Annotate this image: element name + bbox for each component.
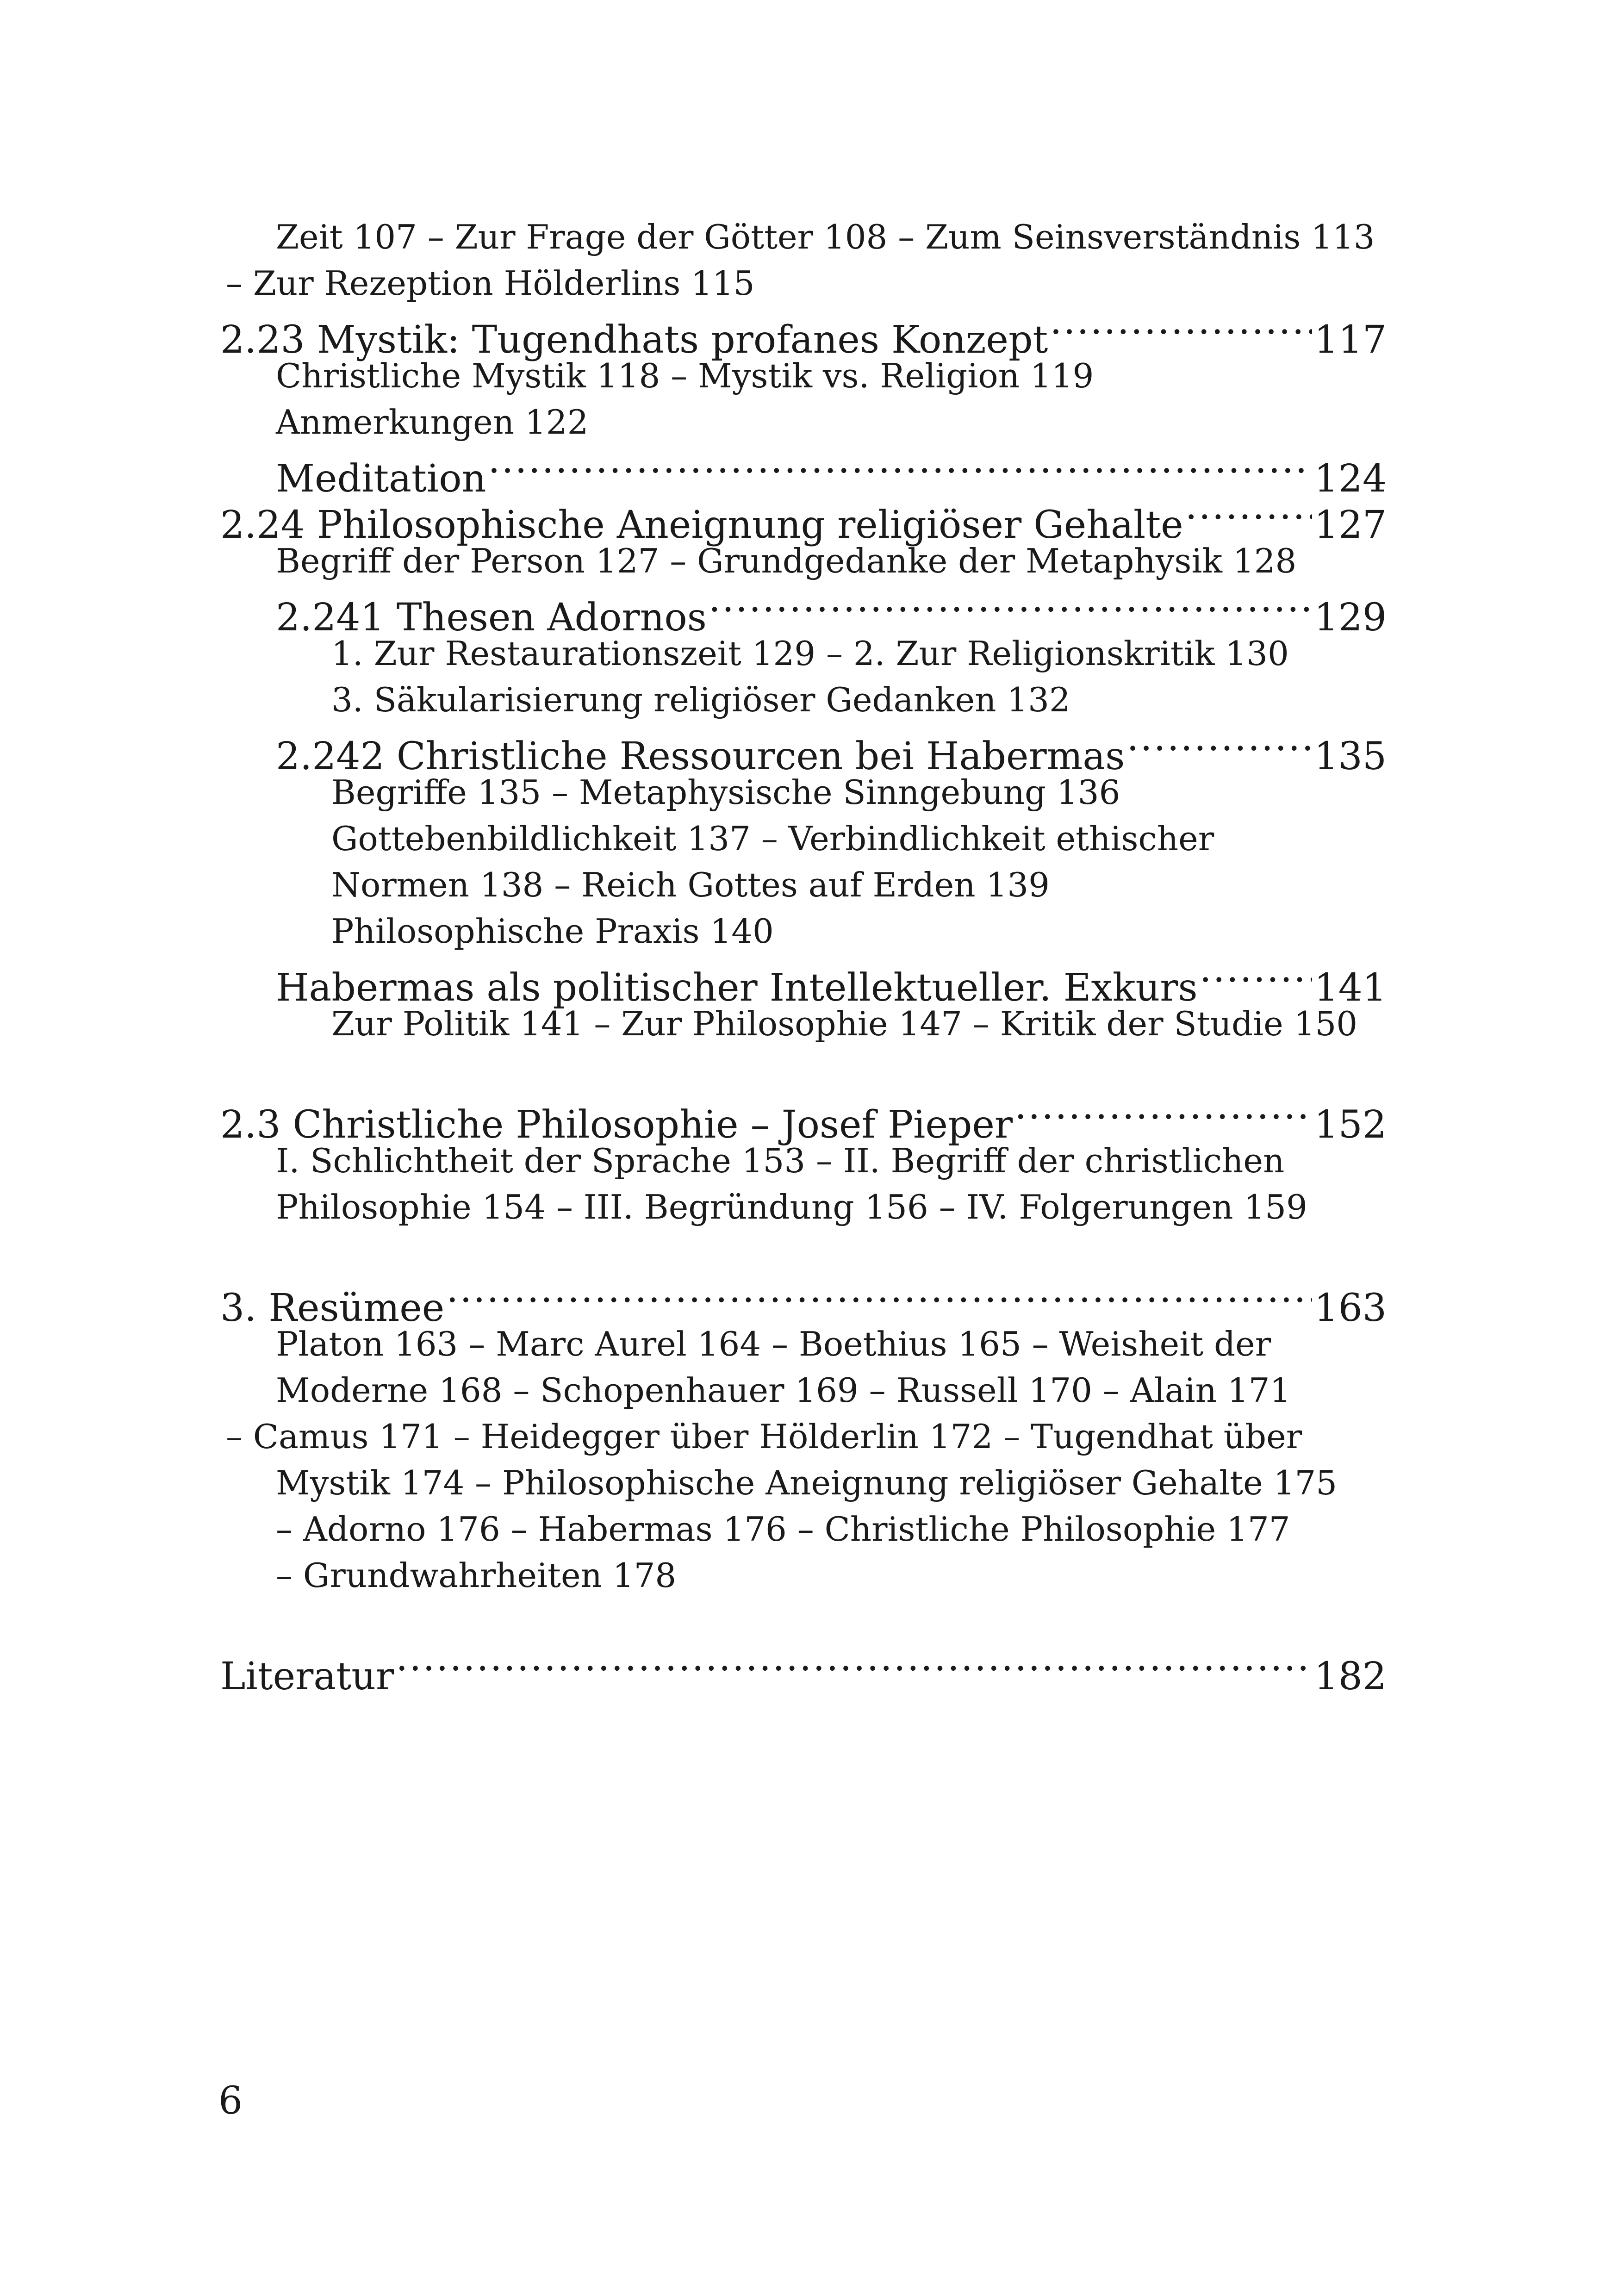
toc-entry-title: 1. Zur Restaurationszeit 129 – 2. Zur Religionskritik 130: [331, 634, 1289, 673]
toc-subentry: [220, 1413, 1387, 1460]
toc-subentry: [220, 815, 1387, 862]
toc-page-number: 182: [1314, 1655, 1387, 1699]
toc-entry-title: 2.24 Philosophische Aneignung religiöser Gehalte: [220, 503, 1183, 547]
dot-leader: [709, 584, 1313, 630]
page-number: 6: [218, 2079, 243, 2123]
toc-entry: [220, 1091, 1387, 1147]
toc-subentry: [220, 353, 1387, 399]
section-spacer: [220, 1599, 1387, 1643]
toc-subentry: [220, 538, 1387, 584]
dot-leader: [488, 445, 1312, 492]
table-of-contents: [220, 214, 1387, 1699]
toc-entry-title: Habermas als politischer Intellektueller. Exkurs: [276, 966, 1198, 1010]
toc-page-number: 163: [1314, 1286, 1387, 1330]
toc-entry-title: Zeit 107 – Zur Frage der Götter 108 – Zum Seinsverständnis 113: [276, 218, 1375, 256]
toc-subentry: [220, 1138, 1387, 1184]
toc-subentry: [220, 908, 1387, 954]
toc-entry: [220, 306, 1387, 362]
toc-entry-title: – Grundwahrheiten 178: [276, 1556, 677, 1595]
toc-subentry: [220, 214, 1387, 260]
toc-entry-title: Christliche Mystik 118 – Mystik vs. Religion 119: [276, 356, 1094, 395]
toc-entry-title: Mystik 174 – Philosophische Aneignung religiöser Gehalte 175: [276, 1463, 1338, 1502]
toc-entry-title: Begriff der Person 127 – Grundgedanke der Metaphysik 128: [276, 541, 1297, 580]
toc-entry-title: 3. Resümee: [220, 1286, 445, 1330]
dot-leader: [1126, 723, 1312, 769]
toc-entry: [220, 1643, 1387, 1699]
dot-leader: [396, 1643, 1312, 1689]
toc-entry-title: Literatur: [220, 1655, 394, 1699]
toc-subentry: [220, 862, 1387, 908]
toc-entry-title: 2.241 Thesen Adornos: [276, 596, 707, 640]
toc-entry-title: Gottebenbildlichkeit 137 – Verbindlichkeit ethischer: [331, 819, 1214, 858]
toc-entry-title: – Camus 171 – Heidegger über Hölderlin 172 – Tugendhat über: [226, 1417, 1302, 1456]
toc-page-number: 129: [1314, 596, 1387, 640]
toc-subentry: [220, 769, 1387, 815]
toc-page-number: 117: [1314, 318, 1387, 362]
dot-leader: [446, 1275, 1312, 1321]
toc-entry-title: Philosophische Praxis 140: [331, 912, 774, 951]
toc-entry-title: 2.3 Christliche Philosophie – Josef Pieper: [220, 1103, 1013, 1147]
dot-leader: [1200, 954, 1313, 1001]
toc-entry-title: – Zur Rezeption Hölderlins 115: [226, 264, 755, 303]
toc-subentry: [220, 1001, 1387, 1047]
toc-subentry: [220, 399, 1387, 445]
toc-page-number: 141: [1314, 966, 1387, 1010]
toc-subentry: [220, 1506, 1387, 1552]
toc-subentry: [220, 260, 1387, 306]
toc-page-number: 127: [1314, 503, 1387, 547]
toc-entry: [220, 584, 1387, 640]
toc-subentry: [220, 1184, 1387, 1230]
toc-entry-title: Zur Politik 141 – Zur Philosophie 147 – Kritik der Studie 150: [331, 1004, 1358, 1043]
toc-entry-title: Normen 138 – Reich Gottes auf Erden 139: [331, 865, 1050, 904]
toc-subentry: [220, 1460, 1387, 1506]
toc-entry-title: 2.242 Christliche Ressourcen bei Habermas: [276, 734, 1125, 778]
toc-entry: [220, 1275, 1387, 1330]
toc-entry-title: Meditation: [276, 457, 486, 501]
toc-entry-title: I. Schlichtheit der Sprache 153 – II. Begriff der christlichen: [276, 1141, 1285, 1180]
toc-entry: [220, 954, 1387, 1010]
toc-entry-title: 2.23 Mystik: Tugendhats profanes Konzept: [220, 318, 1048, 362]
dot-leader: [1185, 492, 1313, 538]
toc-entry-title: Anmerkungen 122: [276, 403, 589, 442]
toc-entry-title: Platon 163 – Marc Aurel 164 – Boethius 165 – Weisheit der: [276, 1325, 1271, 1363]
toc-subentry: [220, 630, 1387, 677]
section-spacer: [220, 1047, 1387, 1091]
toc-subentry: [220, 1321, 1387, 1367]
toc-entry-title: 3. Säkularisierung religiöser Gedanken 132: [331, 680, 1070, 719]
dot-leader: [1014, 1091, 1312, 1138]
toc-entry: [220, 445, 1387, 501]
toc-entry: [220, 723, 1387, 778]
toc-entry-title: – Adorno 176 – Habermas 176 – Christliche Philosophie 177: [276, 1510, 1290, 1549]
toc-entry-title: Moderne 168 – Schopenhauer 169 – Russell 170 – Alain 171: [276, 1371, 1291, 1410]
dot-leader: [1050, 306, 1312, 353]
toc-page-number: 124: [1314, 457, 1387, 501]
toc-page-number: 152: [1314, 1103, 1387, 1147]
toc-subentry: [220, 1552, 1387, 1599]
toc-subentry: [220, 1367, 1387, 1413]
section-spacer: [220, 1230, 1387, 1275]
toc-page-number: 135: [1314, 734, 1387, 778]
toc-entry-title: Philosophie 154 – III. Begründung 156 – IV. Folgerungen 159: [276, 1188, 1307, 1226]
toc-entry-title: Begriffe 135 – Metaphysische Sinngebung 136: [331, 773, 1120, 812]
toc-subentry: [220, 677, 1387, 723]
